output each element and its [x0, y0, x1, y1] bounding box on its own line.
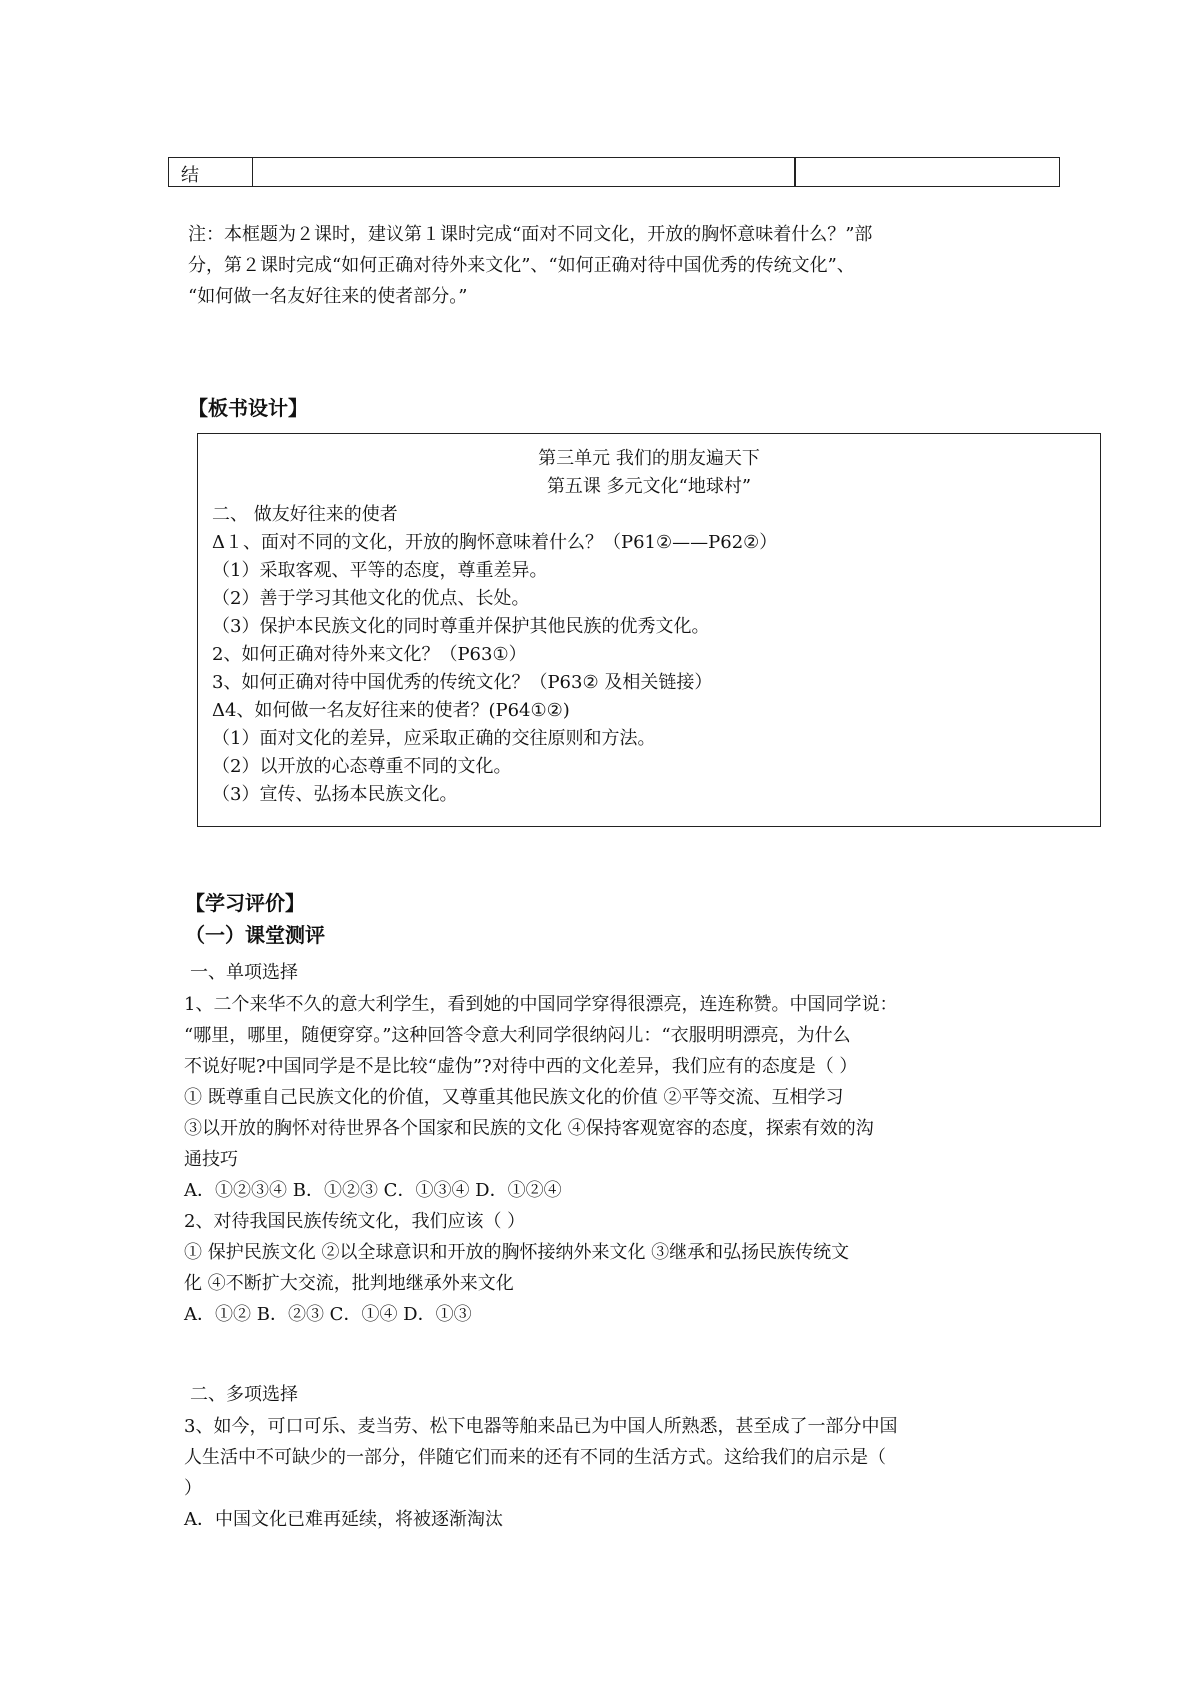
board-heading: 【板书设计】	[188, 396, 308, 420]
q1-line-6: 通技巧	[184, 1149, 238, 1170]
board-line: Δ１、面对不同的文化，开放的胸怀意味着什么？（P61②——P62②）	[212, 532, 778, 553]
board-line: （2）善于学习其他文化的优点、长处。	[212, 588, 530, 609]
q3-line-1: 3、如今，可口可乐、麦当劳、松下电器等舶来品已为中国人所熟悉，甚至成了一部分中国	[184, 1416, 898, 1437]
eval-heading: 【学习评价】	[185, 891, 305, 915]
q2-line-1: 2、对待我国民族传统文化，我们应该（ ）	[184, 1211, 526, 1232]
q1-line-3: 不说好呢?中国同学是不是比较“虚伪”?对待中西的文化差异，我们应有的态度是（ ）	[184, 1056, 858, 1077]
q2-options: A．①② B．②③ C．①④ D．①③	[184, 1304, 472, 1325]
board-line: （1）采取客观、平等的态度，尊重差异。	[212, 560, 548, 581]
board-line: 2、如何正确对待外来文化？（P63①）	[212, 644, 527, 665]
board-line: （3）保护本民族文化的同时尊重并保护其他民族的优秀文化。	[212, 616, 710, 637]
board-title-unit: 第三单元 我们的朋友遍天下	[538, 448, 760, 469]
table-cell-label: 结	[169, 158, 253, 186]
note-line-3: “如何做一名友好往来的使者部分。”	[188, 286, 468, 307]
note-line-2: 分，第２课时完成“如何正确对待外来文化”、“如何正确对待中国优秀的传统文化”、	[188, 255, 855, 276]
board-design-box	[197, 433, 1101, 827]
board-line: （2）以开放的心态尊重不同的文化。	[212, 756, 512, 777]
board-line: （1）面对文化的差异，应采取正确的交往原则和方法。	[212, 728, 656, 749]
eval-subheading: （一）课堂测评	[185, 923, 325, 947]
board-line: Δ4、如何做一名友好往来的使者？(P64①②)	[212, 700, 570, 721]
q1-options: A．①②③④ B．①②③ C．①③④ D．①②④	[184, 1180, 562, 1201]
q1-line-1: 1、二个来华不久的意大利学生，看到她的中国同学穿得很漂亮，连连称赞。中国同学说：	[184, 994, 898, 1015]
q1-line-4: ① 既尊重自己民族文化的价值，又尊重其他民族文化的价值 ②平等交流、互相学习	[184, 1087, 844, 1108]
table-divider	[794, 158, 796, 186]
q1-line-5: ③以开放的胸怀对待世界各个国家和民族的文化 ④保持客观宽容的态度，探索有效的沟	[184, 1118, 874, 1139]
board-line: （3）宣传、弘扬本民族文化。	[212, 784, 458, 805]
q3-option-a: A．中国文化已难再延续，将被逐渐淘汰	[184, 1509, 503, 1530]
q2-line-3: 化 ④不断扩大交流，批判地继承外来文化	[184, 1273, 514, 1294]
q2-line-2: ① 保护民族文化 ②以全球意识和开放的胸怀接纳外来文化 ③继承和弘扬民族传统文	[184, 1242, 850, 1263]
board-line: 二、 做友好往来的使者	[212, 504, 398, 525]
section-single-choice: 一、单项选择	[190, 962, 298, 983]
section-multiple-choice: 二、多项选择	[190, 1384, 298, 1405]
q1-line-2: “哪里，哪里，随便穿穿。”这种回答令意大利同学很纳闷儿：“衣服明明漂亮，为什么	[184, 1025, 851, 1046]
q3-line-2: 人生活中不可缺少的一部分，伴随它们而来的还有不同的生活方式。这给我们的启示是（	[184, 1447, 886, 1468]
note-line-1: 注：本框题为２课时，建议第１课时完成“面对不同文化，开放的胸怀意味着什么？”部	[188, 224, 873, 245]
board-line: 3、如何正确对待中国优秀的传统文化？（P63② 及相关链接）	[212, 672, 713, 693]
top-table	[168, 157, 1060, 187]
board-title-lesson: 第五课 多元文化“地球村”	[546, 476, 752, 497]
q3-line-3: ）	[184, 1478, 202, 1499]
